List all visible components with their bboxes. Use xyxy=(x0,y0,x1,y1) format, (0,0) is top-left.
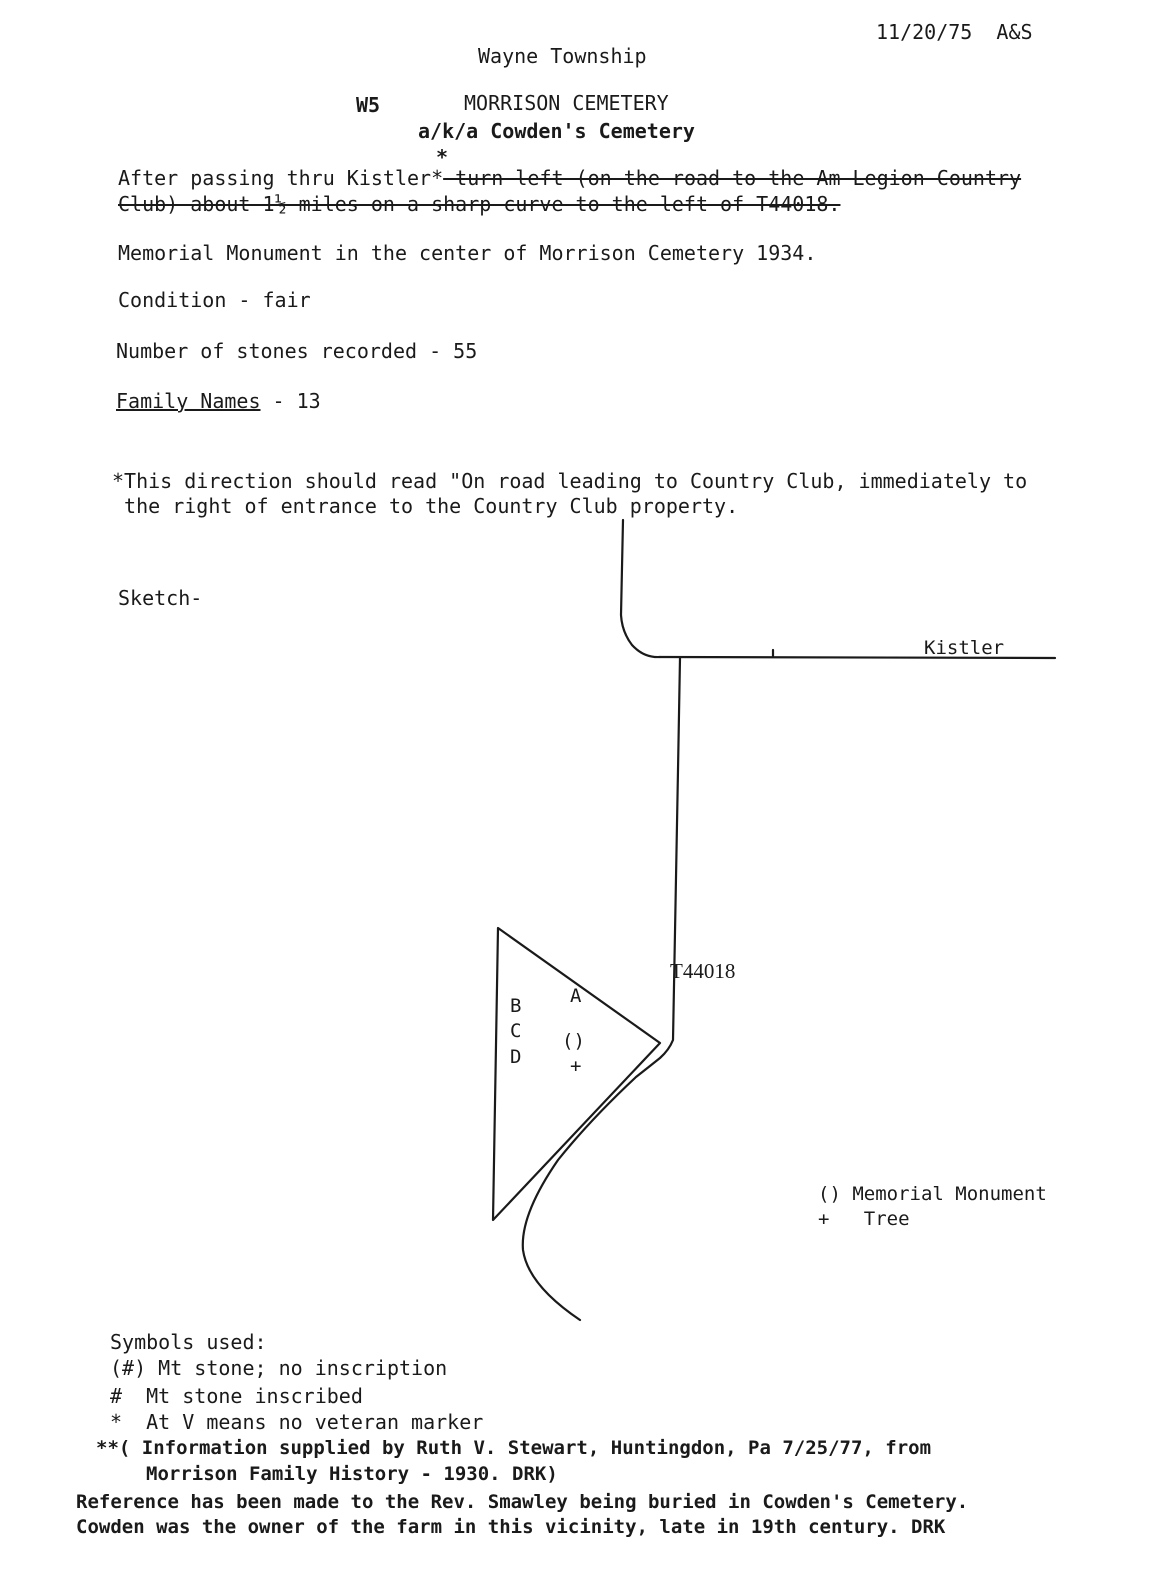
directions-struck-2: Club) about 1½ miles on a sharp curve to the left of T44018. xyxy=(118,192,841,216)
symbol-item xyxy=(110,1410,483,1434)
legend-monument-label: Memorial Monument xyxy=(852,1183,1047,1205)
info-note-line-1: **( Information supplied by Ruth V. Stewart, Huntingdon, Pa 7/25/77, from xyxy=(96,1437,932,1459)
memorial-note: Memorial Monument in the center of Morrison Cemetery 1934. xyxy=(118,241,817,265)
cemetery-code: W5 xyxy=(356,93,381,117)
correction-line-2: the right of entrance to the Country Club property. xyxy=(112,494,739,518)
kistler-label: Kistler xyxy=(924,637,1005,659)
township-title: Wayne Township xyxy=(478,44,647,68)
legend-tree xyxy=(818,1208,910,1230)
road-north xyxy=(621,520,660,657)
directions-mark: * xyxy=(431,166,444,190)
symbol-item xyxy=(110,1384,363,1408)
aka-asterisk: * xyxy=(436,145,449,169)
marker-a: A xyxy=(570,985,582,1007)
sketch-heading: Sketch- xyxy=(118,586,203,610)
symbol-glyph: * xyxy=(110,1410,123,1434)
date-stamp: 11/20/75 A&S xyxy=(876,20,1033,44)
marker-b: B xyxy=(510,995,522,1017)
directions-line-1 xyxy=(118,166,1021,190)
road-t44018 xyxy=(523,658,680,1320)
symbol-glyph: (#) xyxy=(110,1356,147,1380)
legend-tree-symbol: + xyxy=(818,1208,830,1230)
info-note-line-2: Morrison Family History - 1930. DRK) xyxy=(146,1463,558,1485)
correction-line-1: *This direction should read "On road leading to Country Club, immediately to xyxy=(112,469,1028,493)
family-names-label: Family Names xyxy=(116,389,261,413)
directions-struck-1: turn left (on the road to the Am Legion Country xyxy=(443,166,1022,190)
reference-note-line-2: Cowden was the owner of the farm in this vicinity, late in 19th century. DRK xyxy=(76,1516,946,1538)
symbol-glyph: # xyxy=(110,1384,123,1408)
tree-symbol: + xyxy=(570,1055,582,1077)
directions-prefix: After passing thru Kistler xyxy=(118,166,432,190)
marker-d: D xyxy=(510,1046,522,1068)
stones-count: Number of stones recorded - 55 xyxy=(116,339,478,363)
symbol-label: At V means no veteran marker xyxy=(122,1410,484,1434)
condition-note: Condition - fair xyxy=(118,288,311,312)
symbol-label: Mt stone; no inscription xyxy=(146,1356,448,1380)
cemetery-aka: a/k/a Cowden's Cemetery xyxy=(418,119,695,143)
symbols-heading: Symbols used: xyxy=(110,1330,267,1354)
reference-note-line-1: Reference has been made to the Rev. Smawley being buried in Cowden's Cemetery. xyxy=(76,1491,969,1513)
family-names-value: - 13 xyxy=(260,389,321,413)
legend-monument xyxy=(818,1183,1047,1205)
legend-tree-label: Tree xyxy=(863,1208,910,1230)
symbol-item xyxy=(110,1356,447,1380)
monument-symbol: () xyxy=(562,1030,585,1052)
marker-c: C xyxy=(510,1020,522,1042)
family-names xyxy=(116,389,321,413)
symbol-label: Mt stone inscribed xyxy=(122,1384,363,1408)
t44018-label: T44018 xyxy=(670,959,736,983)
cemetery-name: MORRISON CEMETERY xyxy=(464,91,669,115)
legend-monument-symbol: () xyxy=(818,1183,841,1205)
